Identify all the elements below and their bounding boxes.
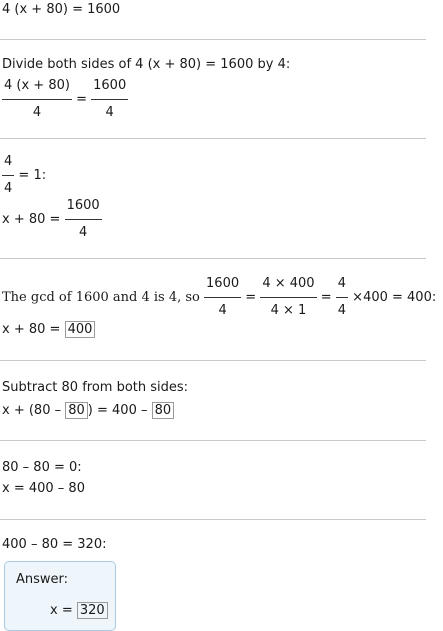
step-simplify-fraction <box>2 154 46 197</box>
equation-lhs: x + 80 = <box>2 212 61 227</box>
step-divide-text: Divide both sides of 4 (x + 80) = 1600 by 4: <box>2 57 291 72</box>
answer-equation <box>50 602 108 619</box>
initial-equation: 4 (x + 80) = 1600 <box>2 2 121 17</box>
fraction <box>2 154 14 197</box>
fraction-bar <box>204 297 241 298</box>
denominator: 4 <box>337 303 347 318</box>
highlighted-value: 400 <box>65 321 96 338</box>
divider <box>0 519 426 520</box>
fraction <box>336 276 348 319</box>
equals-sign: = <box>76 92 87 107</box>
numerator: 4 × 400 <box>262 276 315 291</box>
step-subtract-text: Subtract 80 from both sides: <box>2 380 189 395</box>
fraction-bar <box>91 99 128 100</box>
equals-sign: = <box>320 290 332 305</box>
denominator: 4 <box>78 225 88 240</box>
step-subtract-equation <box>2 402 174 419</box>
fraction-bar <box>65 219 102 220</box>
divider <box>0 360 426 361</box>
fraction <box>2 78 72 121</box>
denominator: 4 <box>105 105 114 120</box>
numerator: 4 <box>4 154 13 169</box>
step-gcd <box>2 276 436 319</box>
numerator: 1600 <box>206 276 240 291</box>
answer-card <box>4 561 116 631</box>
divider <box>0 39 426 40</box>
step-gcd-equation <box>2 321 95 338</box>
gcd-text: The gcd of 1600 and 4 is 4, so <box>2 290 200 305</box>
divider <box>0 440 426 441</box>
highlighted-value: 80 <box>152 402 175 419</box>
fraction <box>65 198 102 241</box>
denominator: 4 <box>218 303 227 318</box>
denominator: 4 <box>4 181 13 196</box>
result-text: ×400 = 400: <box>352 290 437 305</box>
step-zero-text: 80 – 80 = 0: <box>2 460 82 475</box>
fraction-bar <box>2 175 14 176</box>
step-divide-equation <box>2 78 128 121</box>
step-final-text: 400 – 80 = 320: <box>2 537 107 552</box>
answer-value: 320 <box>77 602 108 619</box>
answer-lhs: x = <box>50 603 73 618</box>
denominator: 4 <box>32 105 42 120</box>
equation-lhs: x + 80 = <box>2 322 61 337</box>
highlighted-value: 80 <box>65 402 88 419</box>
result-text: = 1: <box>18 168 47 183</box>
step-simplify-equation <box>2 198 102 241</box>
numerator: 4 (x + 80) <box>4 78 70 93</box>
equals-sign: = <box>245 290 257 305</box>
equation-part: x + (80 – <box>2 403 62 418</box>
divider <box>0 258 426 259</box>
denominator: 4 × 1 <box>270 303 307 318</box>
fraction-bar <box>2 99 72 100</box>
fraction-bar <box>336 297 348 298</box>
step-zero-equation: x = 400 – 80 <box>2 481 85 496</box>
fraction <box>91 78 128 121</box>
fraction-bar <box>260 297 316 298</box>
numerator: 1600 <box>93 78 127 93</box>
fraction <box>260 276 316 319</box>
fraction <box>204 276 241 319</box>
answer-label: Answer: <box>16 572 69 587</box>
numerator: 1600 <box>66 198 100 213</box>
equation-part: ) = 400 – <box>87 403 148 418</box>
divider <box>0 138 426 139</box>
numerator: 4 <box>337 276 347 291</box>
